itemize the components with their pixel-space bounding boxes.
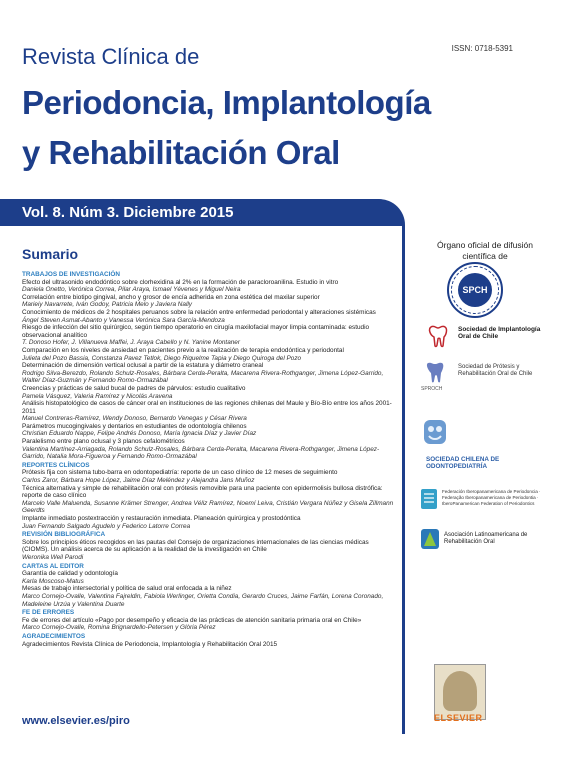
issn: ISSN: 0718-5391	[451, 44, 513, 53]
toc-authors: Marco Cornejo-Ovalle, Romina Brignardello-Petersen y Glòria Pérez	[22, 624, 216, 632]
sochipe-logo	[447, 262, 503, 318]
toc-article-title[interactable]: Sobre los principios éticos recogidos en las pautas del Consejo de organizaciones internacionales de las ciencias médicas (CIOMS). Un análisis acerca de su aplicación a la realidad de la investigación en Chile	[22, 538, 369, 554]
toc-authors: Daniela Onetto, Verónica Correa, Pilar Araya, Ismael Yévenes y Miguel Neira	[22, 286, 241, 294]
toc-authors: Karla Moscoso-Matus	[22, 577, 84, 585]
toc-authors: Julieta del Pozo Bassia, Constanza Pavez Tetlok, Diego Riquelme Tapia y Diego Quiroga del Pozo	[22, 354, 302, 362]
toc-article-title[interactable]: Efecto del ultrasonido endodóntico sobre clorhexidina al 2% en la formación de paracloroanilina. Estudio in vitro	[22, 278, 339, 286]
toc-authors: Manuel Contreras-Ramírez, Wendy Donoso, Bernardo Venegas y César Rivera	[22, 415, 247, 423]
toc-authors: Ángel Steven Asmat-Abanto y Vanessa Verónica Sara García-Mendoza	[22, 316, 225, 324]
toc-section-heading: REVISIÓN BIBLIOGRÁFICA	[22, 531, 106, 539]
toc-article-title[interactable]: Prótesis fija con sistema tubo-barra en odontopediatría: reporte de un caso clínico de 12 meses de seguimiento	[22, 469, 338, 477]
sumario-heading: Sumario	[22, 246, 79, 262]
toc-article-title[interactable]: Correlación entre biotipo gingival, ancho y grosor de encía adherida en zona estética del maxilar superior	[22, 293, 320, 301]
toc-article-title[interactable]: Paralelismo entre plano oclusal y 3 planos cefalométricos	[22, 438, 185, 446]
toc-section-heading: REPORTES CLÍNICOS	[22, 461, 90, 469]
toc-section-heading: TRABAJOS DE INVESTIGACIÓN	[22, 271, 121, 278]
alar-icon	[420, 528, 440, 550]
table-of-contents	[22, 270, 394, 648]
official-organ-label: Órgano oficial de difusión científica de	[437, 240, 533, 261]
toc-article-title[interactable]: Comparación en los niveles de ansiedad en pacientes previo a la realización de terapia endodóntica y periodontal	[22, 346, 344, 354]
sproch-abbr: SPROCH	[421, 386, 443, 392]
sochipe-abbr: SPCH	[458, 273, 492, 307]
org-alar: Asociación Latinoamericana de Rehabilitación Oral	[444, 532, 528, 545]
toc-authors: Carlos Zaror, Bárbara Hope López, Jaime Díaz Meléndez y Alejandra Jans Muñoz	[22, 477, 255, 485]
toc-article-title[interactable]: Determinación de dimensión vertical oclusal a partir de la estatura y diámetro craneal	[22, 362, 264, 370]
journal-title-line3: y Rehabilitación Oral	[22, 134, 340, 171]
org-odontopediatria: SOCIEDAD CHILENA DE ODONTOPEDIATRÍA	[426, 456, 500, 470]
elsevier-logo	[434, 664, 486, 720]
org-sprochi: Sociedad de Prótesis y Rehabilitación Oral de Chile	[458, 364, 533, 377]
journal-title-line1: Revista Clínica de	[22, 44, 200, 69]
org-federacion: Federación Iberopanamericana de Periodoncia · Federação Iberopanamericana de Periodontia · IberoPanamerican Federation of Periodontics	[442, 489, 541, 506]
publisher-name: ELSEVIER	[434, 713, 483, 723]
toc-article-title[interactable]: Parámetros mucogingivales y dentarios en estudiantes de odontología chilenos	[22, 422, 247, 430]
toc-article-title[interactable]: Técnica alternativa y simple de rehabilitación oral con prótesis removible para una paciente con epidermolisis bullosa distrófica: reporte de caso clínico	[22, 484, 383, 500]
issue-band	[0, 199, 405, 226]
toc-article-title[interactable]: Garantía de calidad y odontología	[22, 570, 118, 578]
toc-article-title[interactable]: Riesgo de infección del sitio quirúrgico, según tiempo operatorio en cirugía maxilofacial mayor limpia contaminada: estudio observacional analítico	[22, 324, 370, 339]
toc-article-title[interactable]: Fe de errores del artículo «Pago por desempeño y eficacia de las prácticas de atención sanitaria primaria oral en Chile»	[22, 616, 362, 624]
toc-article-title[interactable]: Agradecimientos Revista Clínica de Periodoncia, Implantología y Rehabilitación Oral 2015	[22, 640, 278, 648]
toc-section-heading: FE DE ERRORES	[22, 609, 75, 617]
federacion-icon	[420, 488, 438, 510]
issue-label: Vol. 8. Núm 3. Diciembre 2015	[22, 204, 234, 221]
journal-title-line2: Periodoncia, Implantología	[22, 84, 431, 121]
toc-article-title[interactable]: Mesas de trabajo intersectorial y política de salud oral enfocada a la niñez	[22, 585, 232, 593]
toc-article-title[interactable]: Creencias y prácticas de salud bucal de padres de párvulos: estudio cualitativo	[22, 384, 246, 392]
toc-section-heading: AGRADECIMIENTOS	[22, 632, 86, 640]
toc-authors: Marcelo Valle Maluenda, Susanne Krämer Strenger, Andrea Véliz Ramírez, Noemí Leiva, Cristián Vergara Núñez y Gisela Zillmann Geerdts	[22, 499, 394, 515]
toc-section-heading: CARTAS AL EDITOR	[22, 562, 84, 570]
toc-article-title[interactable]: Conocimiento de médicos de 2 hospitales peruanos sobre la relación entre enfermedad periodontal y alteraciones sistémicas	[22, 308, 376, 316]
odontopediatria-icon	[422, 418, 448, 446]
tooth-icon	[426, 324, 450, 348]
toc-authors: Marco Cornejo-Ovalle, Valentina Fajreldin, Fabiola Werlinger, Orietta Condia, Gerardo Cruces, Jaime Farfán, Lorena Coronado, Madeleine Urzúa y Valentina Duarte	[22, 592, 384, 608]
org-implantologia: Sociedad de Implantología Oral de Chile	[458, 326, 541, 340]
toc-authors: Valentina Martínez-Arriagada, Rolando Schulz-Rosales, Bárbara Cerda-Peralta, Macarena Rivera-Rothganger, Jimena López-Garrido, Natalia Mora-Figueroa y Fernando Romo-Ormazábal	[22, 445, 380, 461]
journal-url-link[interactable]: www.elsevier.es/piro	[22, 715, 130, 727]
toc-authors: Rodrigo Silva-Berezdo, Rolando Schulz-Rosales, Bárbara Cerda-Peralta, Macarena Rivera-Rothganger, Jimena López-Garrido, Walter Díaz-Guzmán y Fernando Romo-Ormazábal	[22, 369, 384, 385]
toc-authors: Pamela Vásquez, Valeria Ramírez y Nicolás Aravena	[22, 392, 173, 400]
toc-article-title[interactable]: Implante inmediato postextracción y restauración inmediata. Planeación quirúrgica y prostodóntica	[22, 515, 301, 522]
toc-authors: Marieiy Navarrete, Iván Godoy, Patricia Melo y Javiera Nally	[22, 301, 193, 309]
toc-authors: Juan Fernando Salgado Agudelo y Federico Latorre Correa	[22, 522, 191, 530]
toc-authors: Weronika Weil Parodi	[22, 553, 84, 561]
toc-authors: Christian Eduardo Nappe, Felipe Andrés Donoso, María Ignacia Díaz y Javier Díaz	[22, 430, 257, 438]
toc-authors: T. Donoso Hofer, J. Villanueva Maffei, J. Araya Cabello y N. Yanine Montaner	[22, 339, 240, 347]
sproch-icon	[424, 360, 446, 388]
toc-article-title[interactable]: Análisis histopatológico de casos de cáncer oral en instituciones de las regiones chilenas del Maule y Bío-Bío entre los años 2001-2011	[22, 400, 392, 415]
